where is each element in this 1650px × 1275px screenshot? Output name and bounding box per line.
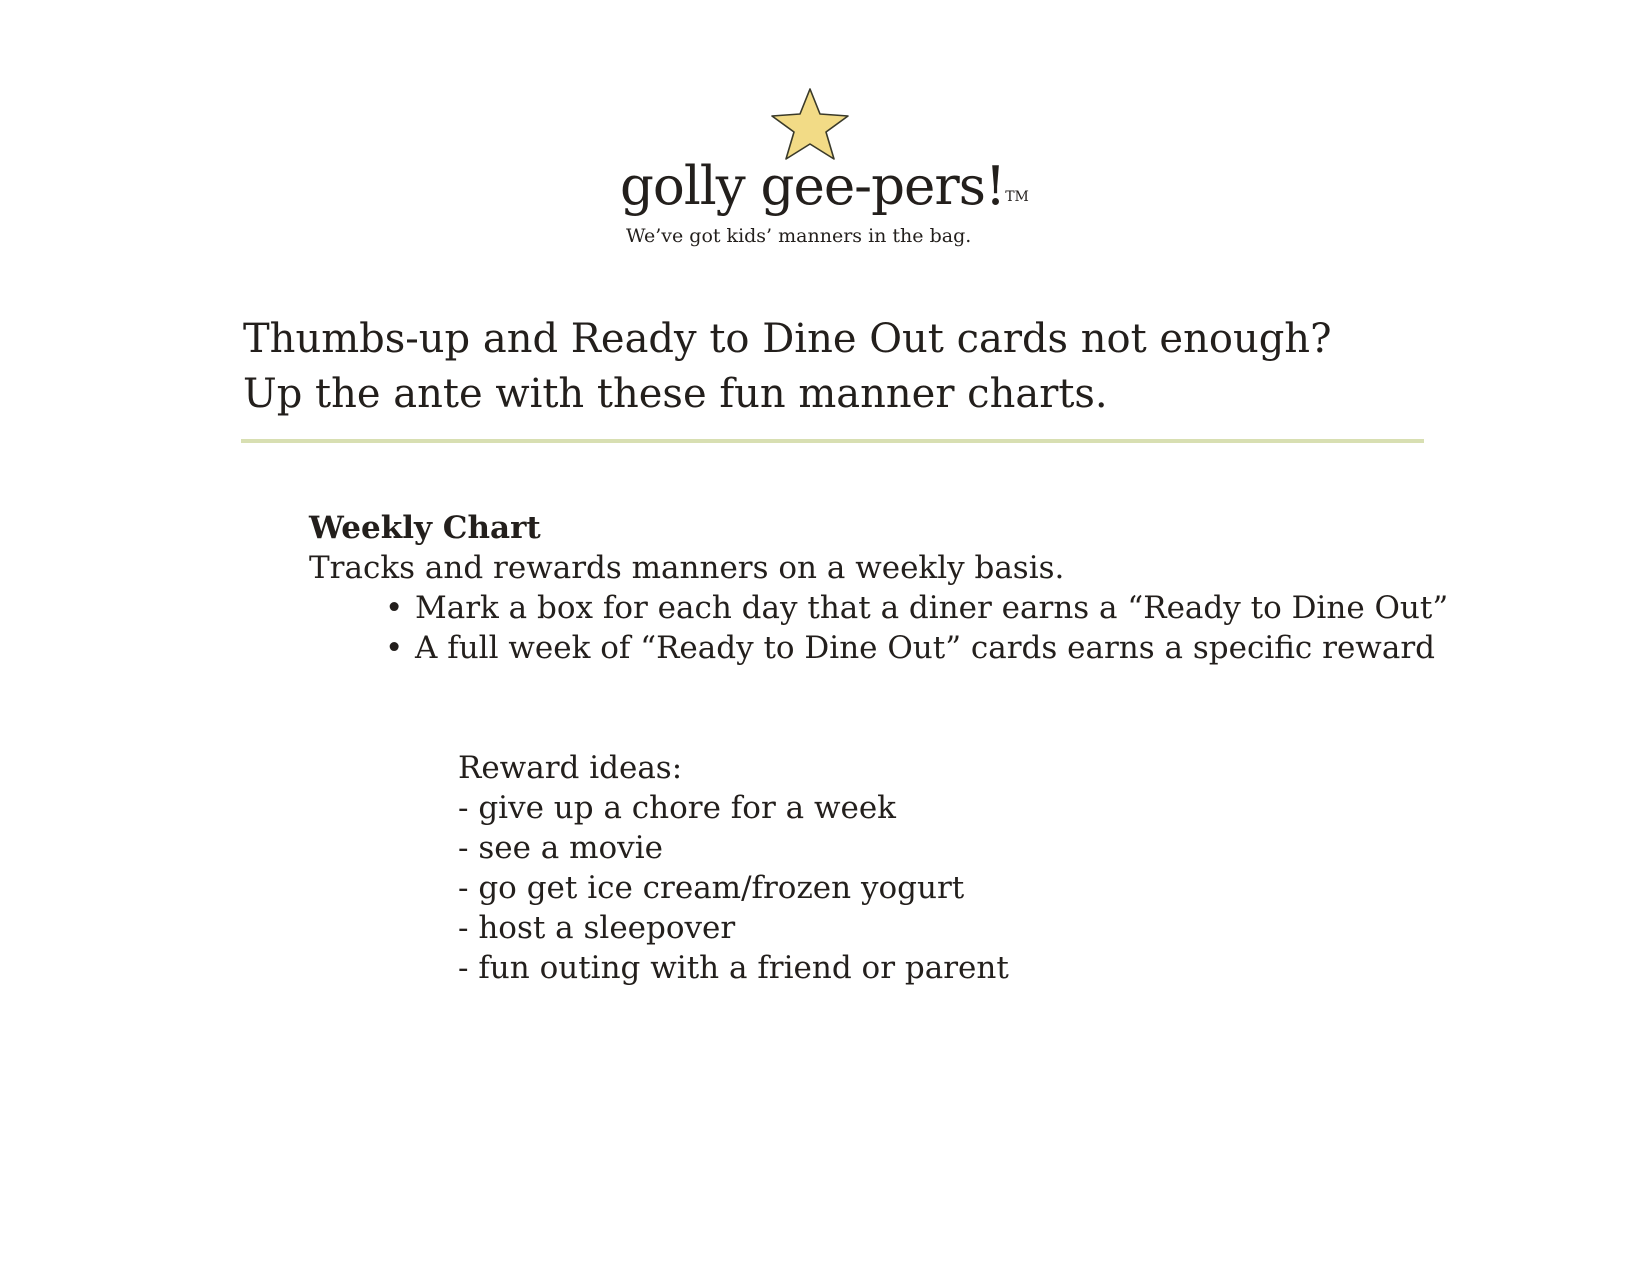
brand-logo [620, 155, 1040, 219]
brand-tagline: We’ve got kids’ manners in the bag. [626, 225, 972, 247]
section-divider [241, 439, 1424, 443]
headline-line-1: Thumbs-up and Ready to Dine Out cards not enough? [243, 316, 1332, 362]
bullet-text: A full week of “Ready to Dine Out” cards earns a specific reward [415, 630, 1435, 666]
reward-item: - see a movie [458, 830, 663, 866]
weekly-chart-bullets [385, 588, 1448, 668]
bullet-icon: • [385, 630, 404, 666]
trademark-mark: TM [1005, 189, 1029, 205]
page-headline [243, 312, 1332, 422]
weekly-chart-description: Tracks and rewards manners on a weekly basis. [309, 550, 1065, 586]
reward-item: - fun outing with a friend or parent [458, 950, 1009, 986]
bullet-icon: • [385, 590, 404, 626]
reward-ideas-heading: Reward ideas: [458, 750, 683, 786]
reward-ideas [458, 748, 1009, 988]
brand-name: golly gee-pers! [620, 156, 1006, 217]
headline-line-2: Up the ante with these fun manner charts. [243, 371, 1108, 417]
bullet-text: Mark a box for each day that a diner earns a “Ready to Dine Out” [415, 590, 1449, 626]
bullet-item [385, 588, 1448, 628]
weekly-chart-title: Weekly Chart [309, 510, 541, 546]
reward-item: - host a sleepover [458, 910, 736, 946]
star-icon [768, 86, 852, 162]
bullet-item [385, 628, 1448, 668]
reward-item: - give up a chore for a week [458, 790, 896, 826]
reward-item: - go get ice cream/frozen yogurt [458, 870, 965, 906]
